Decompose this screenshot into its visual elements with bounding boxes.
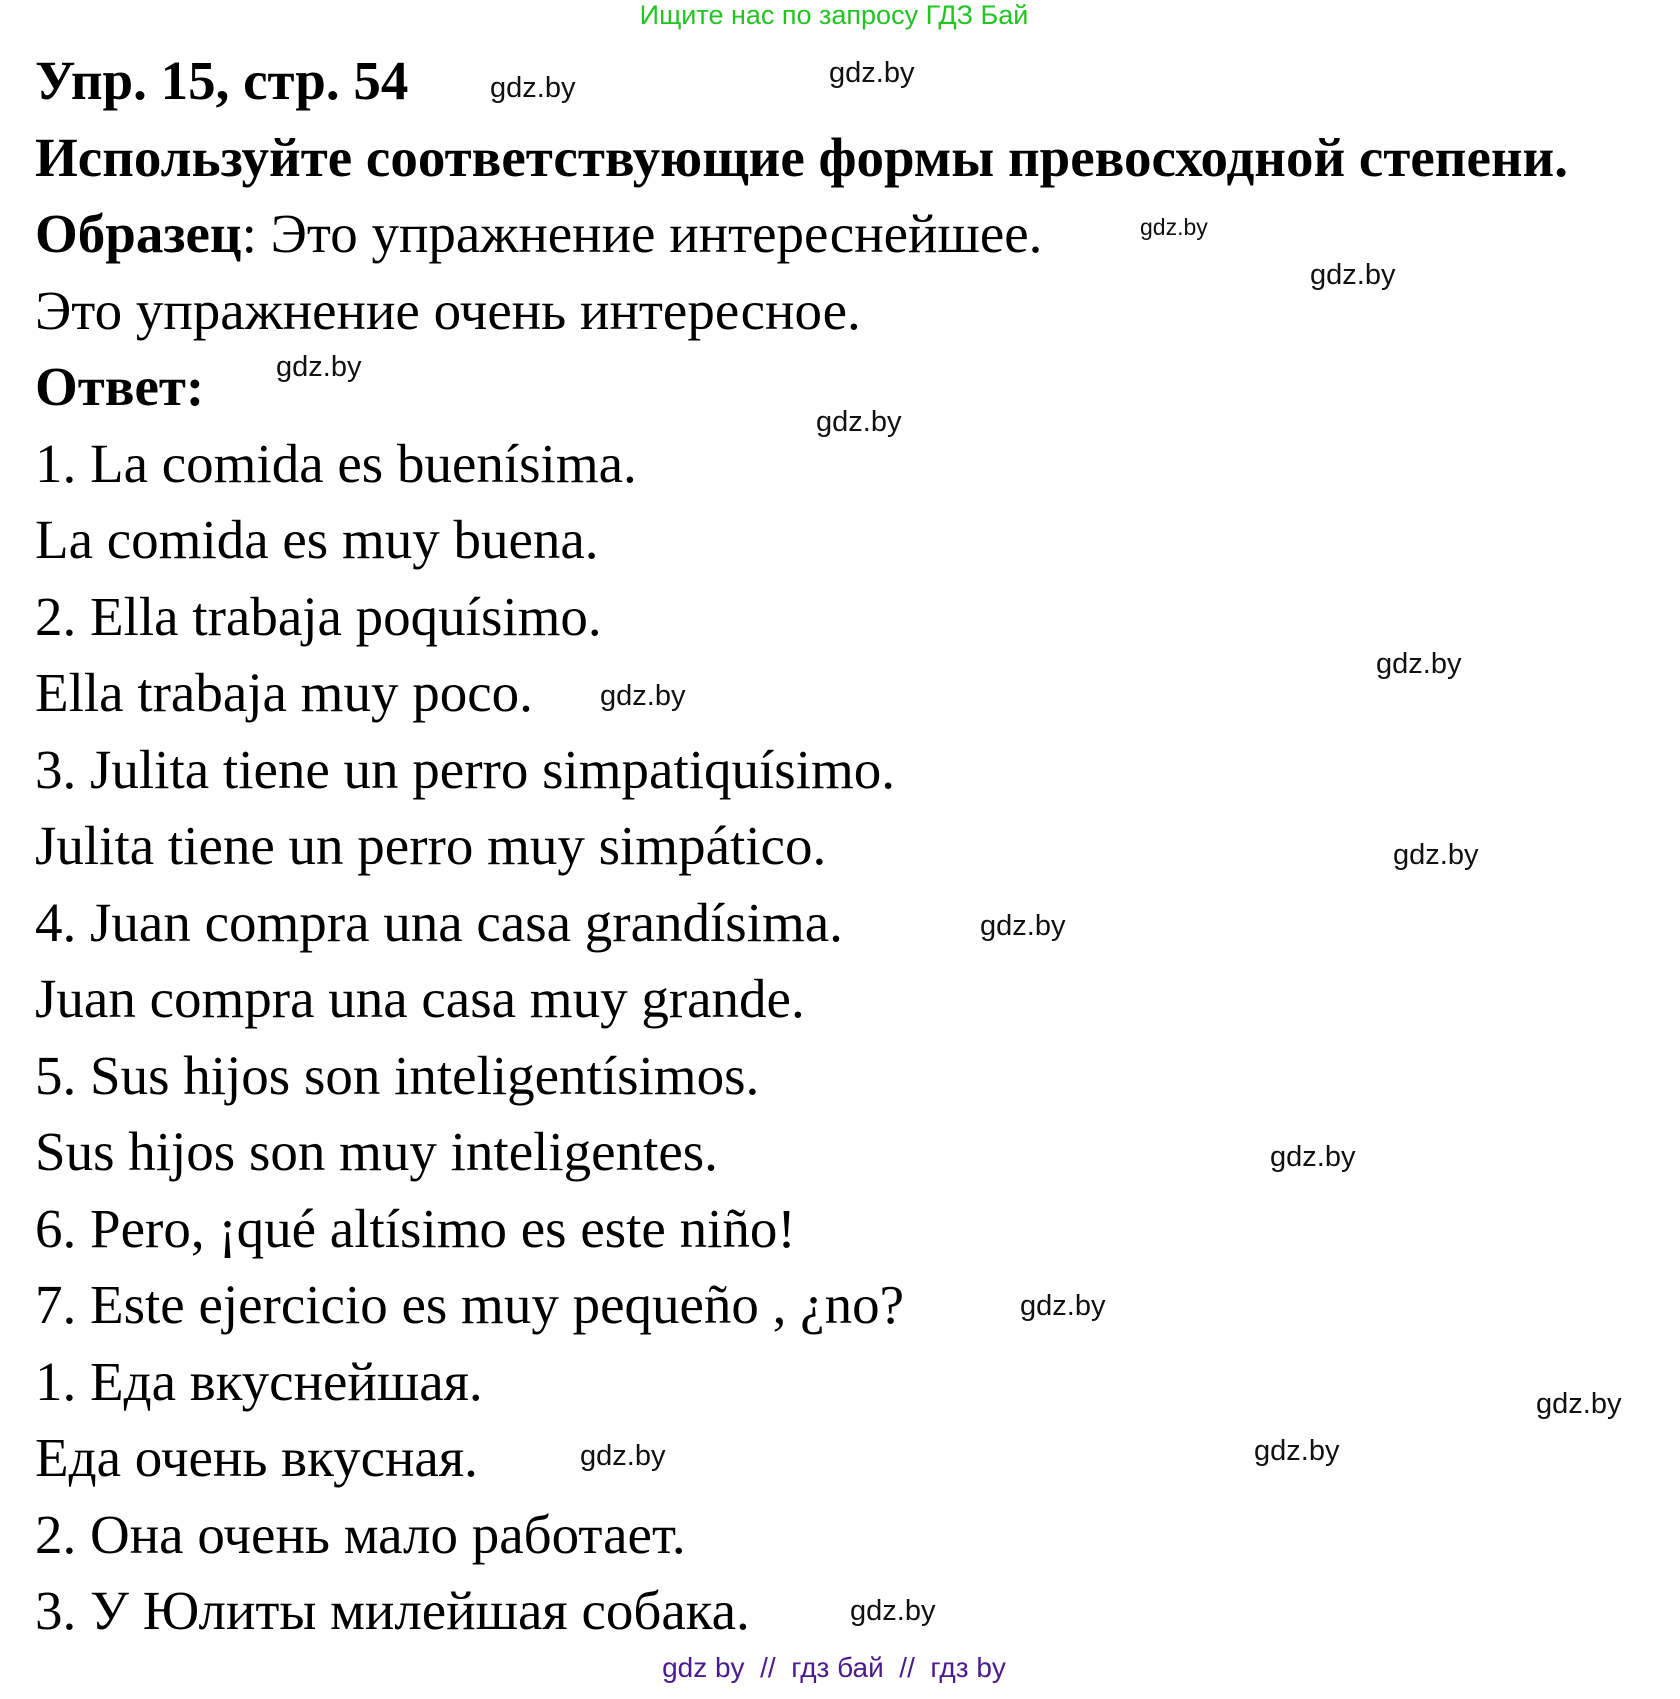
answer-line: 7. Este ejercicio es muy pequeño , ¿no?: [35, 1274, 904, 1335]
watermark: gdz.by: [1310, 259, 1396, 291]
sample-label: Образец: [35, 203, 242, 264]
answer-line: 2. Ella trabaja poquísimo.: [35, 585, 602, 647]
answer-line: La comida es muy buena.: [35, 509, 599, 570]
exercise-instruction: Используйте соответствующие формы превосходной степени.: [35, 126, 1568, 188]
footer-watermark: gdz by // гдз бай // гдз by: [662, 1652, 1006, 1683]
watermark: gdz.by: [276, 351, 362, 383]
watermark: gdz.by: [1536, 1388, 1622, 1420]
watermark: gdz.by: [490, 72, 576, 104]
watermark: gdz.by: [850, 1595, 936, 1627]
answer-line: Ella trabaja muy poco.: [35, 662, 533, 723]
answer-line: 2. Она очень мало работает.: [35, 1503, 686, 1565]
watermark: gdz.by: [1254, 1435, 1340, 1467]
watermark: gdz.by: [600, 680, 686, 712]
watermark: gdz.by: [980, 910, 1066, 942]
answer-label: Ответ:: [35, 356, 205, 417]
watermark: gdz.by: [580, 1440, 666, 1472]
exercise-title: Упр. 15, стр. 54: [35, 50, 409, 111]
search-hint-banner: Ищите нас по запросу ГДЗ Бай: [639, 0, 1029, 30]
sample-answer: Это упражнение очень интересное.: [35, 279, 861, 341]
answer-line: Еда очень вкусная.: [35, 1427, 478, 1488]
answer-line: 3. Julita tiene un perro simpatiquísimo.: [35, 738, 896, 800]
watermark: gdz.by: [1140, 214, 1208, 240]
watermark: gdz.by: [829, 57, 915, 89]
answer-line: Juan compra una casa muy grande.: [35, 968, 805, 1029]
answer-line: 1. La comida es buenísima.: [35, 432, 637, 494]
watermark: gdz.by: [1270, 1141, 1356, 1173]
answer-line: Julita tiene un perro muy simpático.: [35, 815, 827, 876]
answer-line: 5. Sus hijos son inteligentísimos.: [35, 1044, 760, 1106]
answer-line: 3. У Юлиты милейшая собака.: [35, 1580, 750, 1641]
answer-line: 6. Pero, ¡qué altísimo es este niño!: [35, 1197, 796, 1259]
answer-line: Sus hijos son muy inteligentes.: [35, 1121, 718, 1182]
watermark: gdz.by: [1020, 1290, 1106, 1322]
answer-line: 1. Еда вкуснейшая.: [35, 1350, 483, 1412]
watermark: gdz.by: [1393, 839, 1479, 871]
answer-line: 4. Juan compra una casa grandísima.: [35, 891, 843, 953]
sample-text: : Это упражнение интереснейшее.: [241, 203, 1043, 264]
watermark: gdz.by: [1376, 648, 1462, 680]
watermark: gdz.by: [816, 406, 902, 438]
